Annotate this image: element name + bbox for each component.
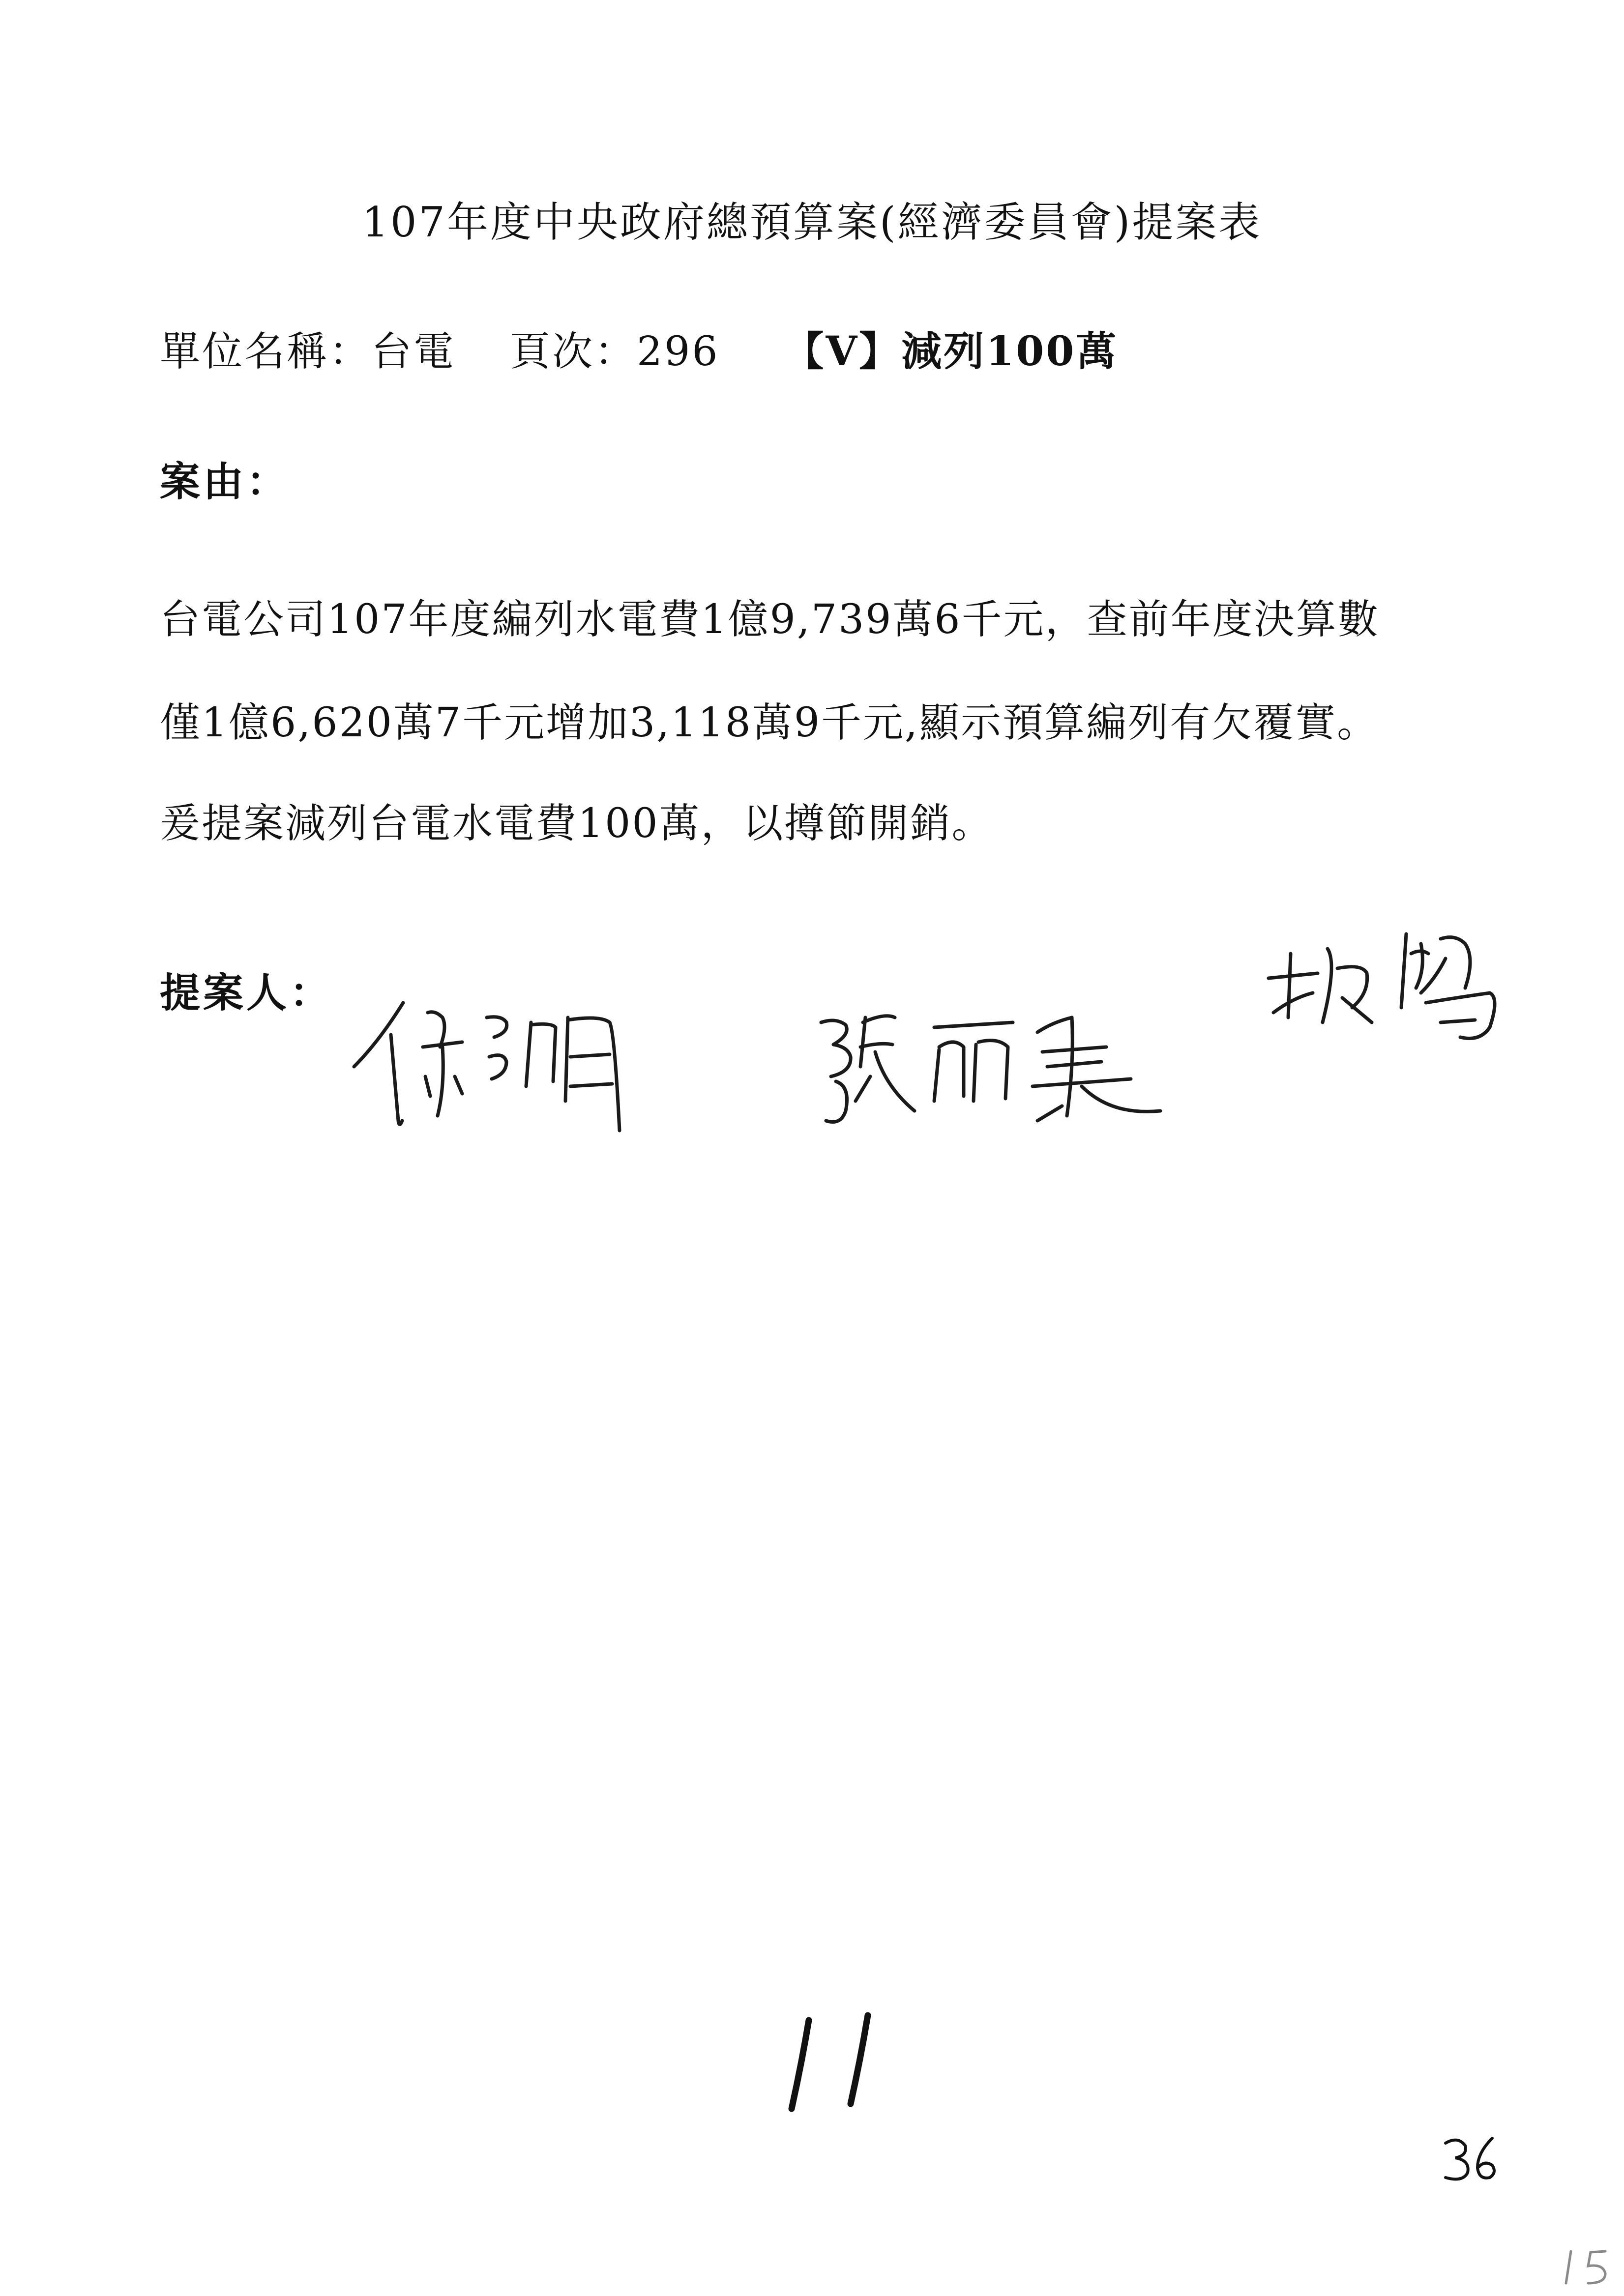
reason-label: 案由： xyxy=(160,458,290,505)
signature-1 xyxy=(344,988,698,1135)
unit-line xyxy=(160,320,1118,377)
page-number: 頁次：296 xyxy=(510,328,720,375)
handwritten-mark-11 xyxy=(772,2005,900,2123)
document-title: 107年度中央政府總預算案(經濟委員會)提案表 xyxy=(362,198,1262,246)
handwritten-mark-36 xyxy=(1436,2128,1509,2187)
handwritten-mark-15 xyxy=(1559,2241,1618,2291)
signature-2 xyxy=(806,988,1200,1135)
body-line-1: 台電公司107年度編列水電費1億9,739萬6千元，查前年度決算數 xyxy=(160,596,1380,643)
body-line-2: 僅1億6,620萬7千元增加3,118萬9千元,顯示預算編列有欠覆實。 xyxy=(160,699,1379,746)
cut-amount: 【V】減列100萬 xyxy=(783,328,1119,375)
signature-3 xyxy=(1259,924,1514,1052)
proposer-label: 提案人： xyxy=(160,969,333,1017)
unit-name: 單位名稱：台電 xyxy=(160,328,456,375)
body-line-3: 爰提案減列台電水電費100萬，以撙節開銷。 xyxy=(160,800,994,847)
